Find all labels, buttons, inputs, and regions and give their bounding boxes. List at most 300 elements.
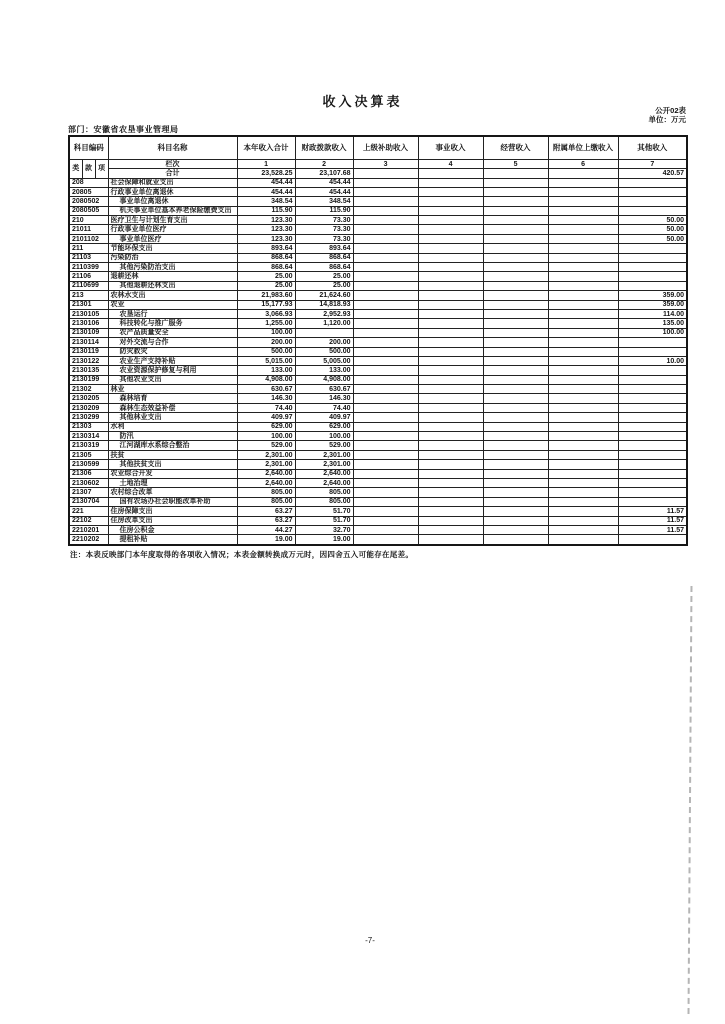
subject-code: 21103 bbox=[69, 253, 108, 262]
subject-name: 林业 bbox=[108, 385, 237, 394]
value-cell bbox=[548, 507, 618, 516]
value-cell bbox=[483, 488, 548, 497]
value-cell: 50.00 bbox=[618, 225, 687, 234]
value-cell bbox=[618, 479, 687, 488]
value-cell: 868.64 bbox=[237, 263, 295, 272]
value-cell bbox=[548, 281, 618, 290]
value-cell bbox=[483, 385, 548, 394]
value-cell bbox=[483, 300, 548, 309]
value-cell bbox=[353, 225, 418, 234]
value-cell bbox=[483, 347, 548, 356]
total-value-7: 420.57 bbox=[618, 169, 687, 179]
value-cell bbox=[548, 469, 618, 478]
value-cell: 100.00 bbox=[618, 328, 687, 337]
page-number: -7- bbox=[365, 936, 375, 945]
column-number-4: 4 bbox=[418, 160, 483, 169]
subject-name: 其他污染防治支出 bbox=[108, 263, 237, 272]
table-row bbox=[69, 291, 687, 300]
value-cell bbox=[548, 394, 618, 403]
value-cell bbox=[548, 206, 618, 215]
subject-code: 21305 bbox=[69, 450, 108, 459]
value-cell bbox=[418, 216, 483, 225]
subject-name: 住房公积金 bbox=[108, 525, 237, 534]
total-value-1: 23,528.25 bbox=[237, 169, 295, 179]
value-cell: 4,908.00 bbox=[295, 375, 353, 384]
table-row bbox=[69, 450, 687, 459]
value-cell bbox=[618, 403, 687, 412]
subject-name: 森林生态效益补偿 bbox=[108, 403, 237, 412]
public-table-code: 公开02表 bbox=[655, 106, 686, 115]
subject-code: 2130106 bbox=[69, 319, 108, 328]
subject-code: 2210202 bbox=[69, 535, 108, 545]
subject-name: 其他林业支出 bbox=[108, 413, 237, 422]
subject-code: 2080505 bbox=[69, 206, 108, 215]
value-cell bbox=[353, 234, 418, 243]
value-cell bbox=[353, 375, 418, 384]
value-cell: 359.00 bbox=[618, 300, 687, 309]
table-row bbox=[69, 281, 687, 290]
page-title: 收入决算表 bbox=[322, 94, 403, 109]
value-cell bbox=[418, 187, 483, 196]
value-cell: 115.90 bbox=[237, 206, 295, 215]
subject-code: 208 bbox=[69, 178, 108, 187]
subject-code: 2130119 bbox=[69, 347, 108, 356]
value-cell bbox=[353, 535, 418, 545]
value-cell: 25.00 bbox=[237, 272, 295, 281]
table-head bbox=[69, 136, 687, 178]
column-number-2: 2 bbox=[295, 160, 353, 169]
value-cell: 3,066.93 bbox=[237, 309, 295, 318]
value-cell: 11.57 bbox=[618, 516, 687, 525]
value-cell bbox=[418, 535, 483, 545]
value-cell bbox=[483, 216, 548, 225]
value-cell bbox=[418, 507, 483, 516]
value-cell bbox=[548, 422, 618, 431]
value-cell bbox=[548, 338, 618, 347]
value-cell bbox=[618, 197, 687, 206]
value-cell: 1,120.00 bbox=[295, 319, 353, 328]
value-cell bbox=[353, 206, 418, 215]
table-row bbox=[69, 375, 687, 384]
value-cell bbox=[618, 366, 687, 375]
value-cell bbox=[353, 525, 418, 534]
table-row bbox=[69, 441, 687, 450]
subject-name: 行政事业单位医疗 bbox=[108, 225, 237, 234]
value-cell bbox=[548, 450, 618, 459]
table-row bbox=[69, 328, 687, 337]
value-cell bbox=[418, 441, 483, 450]
table-row bbox=[69, 178, 687, 187]
value-cell bbox=[618, 497, 687, 506]
value-cell bbox=[353, 413, 418, 422]
value-cell bbox=[483, 328, 548, 337]
subject-code: 2130105 bbox=[69, 309, 108, 318]
value-cell: 146.30 bbox=[295, 394, 353, 403]
subject-name: 扶贫 bbox=[108, 450, 237, 459]
value-cell: 51.70 bbox=[295, 507, 353, 516]
value-cell: 2,952.93 bbox=[295, 309, 353, 318]
value-cell: 868.64 bbox=[295, 263, 353, 272]
value-cell: 11.57 bbox=[618, 525, 687, 534]
value-cell: 100.00 bbox=[237, 432, 295, 441]
subject-name: 退耕还林 bbox=[108, 272, 237, 281]
value-cell bbox=[483, 356, 548, 365]
value-cell bbox=[483, 281, 548, 290]
value-cell bbox=[353, 460, 418, 469]
subject-code: 2130599 bbox=[69, 460, 108, 469]
value-cell: 74.40 bbox=[237, 403, 295, 412]
value-cell: 454.44 bbox=[295, 187, 353, 196]
subject-code: 2130135 bbox=[69, 366, 108, 375]
col-header-subject-name: 科目名称 bbox=[108, 136, 237, 160]
value-cell bbox=[353, 497, 418, 506]
value-cell bbox=[483, 469, 548, 478]
scan-artifact-line bbox=[688, 586, 695, 1014]
value-cell: 114.00 bbox=[618, 309, 687, 318]
code-sub-header-3: 项 bbox=[95, 160, 108, 179]
value-cell: 200.00 bbox=[295, 338, 353, 347]
value-cell: 630.67 bbox=[295, 385, 353, 394]
value-cell bbox=[353, 394, 418, 403]
value-cell: 4,908.00 bbox=[237, 375, 295, 384]
value-cell bbox=[353, 338, 418, 347]
value-cell bbox=[418, 460, 483, 469]
table-row bbox=[69, 356, 687, 365]
value-cell bbox=[353, 403, 418, 412]
table-row bbox=[69, 244, 687, 253]
subject-code: 2080502 bbox=[69, 197, 108, 206]
value-cell bbox=[418, 253, 483, 262]
subject-name: 污染防治 bbox=[108, 253, 237, 262]
value-cell bbox=[418, 366, 483, 375]
value-cell bbox=[483, 535, 548, 545]
value-cell bbox=[353, 516, 418, 525]
col-header-value-3: 上级补助收入 bbox=[353, 136, 418, 160]
value-cell bbox=[418, 197, 483, 206]
value-cell bbox=[548, 441, 618, 450]
subject-code: 21301 bbox=[69, 300, 108, 309]
value-cell: 2,640.00 bbox=[295, 479, 353, 488]
value-cell bbox=[353, 244, 418, 253]
value-cell bbox=[483, 272, 548, 281]
value-cell bbox=[483, 403, 548, 412]
value-cell bbox=[418, 497, 483, 506]
table-row bbox=[69, 225, 687, 234]
value-cell: 629.00 bbox=[295, 422, 353, 431]
col-header-value-6: 附属单位上缴收入 bbox=[548, 136, 618, 160]
subject-code: 2130704 bbox=[69, 497, 108, 506]
value-cell: 133.00 bbox=[237, 366, 295, 375]
value-cell bbox=[483, 422, 548, 431]
table-row bbox=[69, 197, 687, 206]
subject-code: 21306 bbox=[69, 469, 108, 478]
value-cell bbox=[483, 450, 548, 459]
value-cell: 25.00 bbox=[237, 281, 295, 290]
value-cell: 454.44 bbox=[237, 178, 295, 187]
subject-name: 防汛 bbox=[108, 432, 237, 441]
subject-code: 20805 bbox=[69, 187, 108, 196]
subject-code: 2130122 bbox=[69, 356, 108, 365]
value-cell bbox=[418, 291, 483, 300]
value-cell bbox=[483, 319, 548, 328]
table-body bbox=[69, 178, 687, 545]
value-cell: 2,640.00 bbox=[237, 479, 295, 488]
value-cell bbox=[353, 422, 418, 431]
total-value-6 bbox=[548, 169, 618, 179]
value-cell bbox=[548, 178, 618, 187]
value-cell: 2,301.00 bbox=[295, 460, 353, 469]
table-row bbox=[69, 422, 687, 431]
value-cell bbox=[618, 281, 687, 290]
value-cell bbox=[353, 253, 418, 262]
col-header-value-5: 经营收入 bbox=[483, 136, 548, 160]
value-cell: 5,005.00 bbox=[295, 356, 353, 365]
value-cell: 529.00 bbox=[237, 441, 295, 450]
value-cell: 10.00 bbox=[618, 356, 687, 365]
value-cell: 2,301.00 bbox=[295, 450, 353, 459]
subject-code: 2130209 bbox=[69, 403, 108, 412]
value-cell bbox=[295, 328, 353, 337]
subject-code: 210 bbox=[69, 216, 108, 225]
value-cell bbox=[418, 394, 483, 403]
value-cell bbox=[618, 422, 687, 431]
value-cell bbox=[548, 385, 618, 394]
subject-code: 2130109 bbox=[69, 328, 108, 337]
subject-code: 21106 bbox=[69, 272, 108, 281]
subject-name: 农业资源保护修复与利用 bbox=[108, 366, 237, 375]
table-row bbox=[69, 187, 687, 196]
value-cell bbox=[418, 488, 483, 497]
value-cell bbox=[483, 225, 548, 234]
table-row bbox=[69, 300, 687, 309]
value-cell bbox=[548, 375, 618, 384]
value-cell bbox=[483, 253, 548, 262]
subject-code: 21302 bbox=[69, 385, 108, 394]
subject-code: 2130199 bbox=[69, 375, 108, 384]
subject-code: 21307 bbox=[69, 488, 108, 497]
subject-name: 其他扶贫支出 bbox=[108, 460, 237, 469]
value-cell: 893.64 bbox=[295, 244, 353, 253]
table-row bbox=[69, 535, 687, 545]
value-cell: 25.00 bbox=[295, 272, 353, 281]
subject-code: 2130114 bbox=[69, 338, 108, 347]
value-cell bbox=[618, 488, 687, 497]
value-cell: 100.00 bbox=[237, 328, 295, 337]
value-cell bbox=[418, 319, 483, 328]
value-cell bbox=[548, 187, 618, 196]
subject-name: 土地治理 bbox=[108, 479, 237, 488]
value-cell bbox=[548, 535, 618, 545]
total-label: 合计 bbox=[108, 169, 237, 179]
subject-name: 对外交流与合作 bbox=[108, 338, 237, 347]
col-header-value-7: 其他收入 bbox=[618, 136, 687, 160]
table-meta bbox=[68, 106, 686, 124]
value-cell bbox=[618, 469, 687, 478]
value-cell: 63.27 bbox=[237, 507, 295, 516]
table-row bbox=[69, 366, 687, 375]
table-row bbox=[69, 525, 687, 534]
value-cell bbox=[548, 291, 618, 300]
value-cell bbox=[418, 244, 483, 253]
subject-name: 事业单位离退休 bbox=[108, 197, 237, 206]
value-cell bbox=[483, 525, 548, 534]
value-cell bbox=[418, 479, 483, 488]
subject-name: 提租补贴 bbox=[108, 535, 237, 545]
value-cell bbox=[353, 216, 418, 225]
value-cell: 14,818.93 bbox=[295, 300, 353, 309]
income-statement-table bbox=[68, 135, 688, 546]
value-cell: 73.30 bbox=[295, 216, 353, 225]
value-cell bbox=[483, 197, 548, 206]
subject-name: 江河湖库水系综合整治 bbox=[108, 441, 237, 450]
value-cell bbox=[353, 441, 418, 450]
total-value-5 bbox=[483, 169, 548, 179]
value-cell bbox=[618, 375, 687, 384]
subject-name: 机关事业单位基本养老保险缴费支出 bbox=[108, 206, 237, 215]
value-cell bbox=[418, 450, 483, 459]
value-cell: 5,015.00 bbox=[237, 356, 295, 365]
value-cell bbox=[418, 178, 483, 187]
value-cell bbox=[483, 441, 548, 450]
value-cell bbox=[418, 516, 483, 525]
value-cell bbox=[418, 225, 483, 234]
value-cell: 123.30 bbox=[237, 216, 295, 225]
value-cell: 123.30 bbox=[237, 225, 295, 234]
value-cell bbox=[353, 385, 418, 394]
value-cell bbox=[418, 375, 483, 384]
total-value-4 bbox=[418, 169, 483, 179]
value-cell bbox=[548, 516, 618, 525]
subject-code: 2210201 bbox=[69, 525, 108, 534]
table-row bbox=[69, 469, 687, 478]
value-cell: 409.97 bbox=[237, 413, 295, 422]
subject-name: 农林水支出 bbox=[108, 291, 237, 300]
value-cell bbox=[483, 338, 548, 347]
value-cell bbox=[618, 460, 687, 469]
subject-name: 事业单位医疗 bbox=[108, 234, 237, 243]
header-row bbox=[69, 136, 687, 160]
value-cell: 629.00 bbox=[237, 422, 295, 431]
table-row bbox=[69, 385, 687, 394]
value-cell bbox=[618, 385, 687, 394]
value-cell: 51.70 bbox=[295, 516, 353, 525]
value-cell: 348.54 bbox=[237, 197, 295, 206]
value-cell bbox=[353, 187, 418, 196]
column-number-7: 7 bbox=[618, 160, 687, 169]
value-cell bbox=[418, 469, 483, 478]
table-row bbox=[69, 460, 687, 469]
value-cell bbox=[483, 432, 548, 441]
value-cell: 73.30 bbox=[295, 225, 353, 234]
value-cell: 1,255.00 bbox=[237, 319, 295, 328]
value-cell bbox=[548, 319, 618, 328]
value-cell bbox=[353, 319, 418, 328]
value-cell: 359.00 bbox=[618, 291, 687, 300]
table-row bbox=[69, 432, 687, 441]
value-cell: 63.27 bbox=[237, 516, 295, 525]
value-cell: 32.70 bbox=[295, 525, 353, 534]
subject-name: 农业 bbox=[108, 300, 237, 309]
value-cell bbox=[418, 525, 483, 534]
subject-code: 21011 bbox=[69, 225, 108, 234]
col-header-value-2: 财政拨款收入 bbox=[295, 136, 353, 160]
lanci-label: 栏次 bbox=[108, 160, 237, 169]
value-cell: 454.44 bbox=[295, 178, 353, 187]
value-cell: 2,301.00 bbox=[237, 460, 295, 469]
table-row bbox=[69, 272, 687, 281]
value-cell bbox=[353, 366, 418, 375]
value-cell bbox=[418, 403, 483, 412]
subject-code: 213 bbox=[69, 291, 108, 300]
subject-name: 住房保障支出 bbox=[108, 507, 237, 516]
value-cell bbox=[548, 479, 618, 488]
col-header-subject-code: 科目编码 bbox=[69, 136, 108, 160]
value-cell: 146.30 bbox=[237, 394, 295, 403]
value-cell bbox=[483, 497, 548, 506]
subject-code: 2130205 bbox=[69, 394, 108, 403]
subject-code: 2130314 bbox=[69, 432, 108, 441]
subject-name: 社会保障和就业支出 bbox=[108, 178, 237, 187]
value-cell bbox=[483, 244, 548, 253]
value-cell: 805.00 bbox=[237, 488, 295, 497]
value-cell bbox=[483, 309, 548, 318]
subject-code: 22102 bbox=[69, 516, 108, 525]
value-cell: 73.30 bbox=[295, 234, 353, 243]
value-cell bbox=[548, 300, 618, 309]
value-cell bbox=[483, 375, 548, 384]
value-cell bbox=[618, 263, 687, 272]
value-cell: 454.44 bbox=[237, 187, 295, 196]
table-row bbox=[69, 413, 687, 422]
value-cell bbox=[483, 413, 548, 422]
subject-name: 其他农业支出 bbox=[108, 375, 237, 384]
subject-code: 2130319 bbox=[69, 441, 108, 450]
value-cell: 100.00 bbox=[295, 432, 353, 441]
value-cell bbox=[418, 432, 483, 441]
value-cell bbox=[483, 507, 548, 516]
value-cell: 44.27 bbox=[237, 525, 295, 534]
value-cell bbox=[353, 507, 418, 516]
value-cell bbox=[618, 272, 687, 281]
code-sub-header-1: 类 bbox=[69, 160, 82, 179]
value-cell bbox=[618, 187, 687, 196]
subject-code: 221 bbox=[69, 507, 108, 516]
subject-name: 农村综合改革 bbox=[108, 488, 237, 497]
value-cell: 115.90 bbox=[295, 206, 353, 215]
column-number-6: 6 bbox=[548, 160, 618, 169]
value-cell: 868.64 bbox=[295, 253, 353, 262]
value-cell: 19.00 bbox=[237, 535, 295, 545]
value-cell bbox=[353, 281, 418, 290]
value-cell bbox=[418, 281, 483, 290]
value-cell bbox=[418, 347, 483, 356]
value-cell: 135.00 bbox=[618, 319, 687, 328]
table-row bbox=[69, 479, 687, 488]
value-cell: 2,640.00 bbox=[237, 469, 295, 478]
value-cell bbox=[483, 206, 548, 215]
value-cell bbox=[548, 356, 618, 365]
value-cell bbox=[548, 525, 618, 534]
value-cell bbox=[548, 216, 618, 225]
value-cell: 21,624.60 bbox=[295, 291, 353, 300]
value-cell: 805.00 bbox=[295, 488, 353, 497]
value-cell: 25.00 bbox=[295, 281, 353, 290]
value-cell bbox=[548, 403, 618, 412]
subject-name: 国有农场办社会职能改革补助 bbox=[108, 497, 237, 506]
subject-code: 211 bbox=[69, 244, 108, 253]
value-cell bbox=[548, 234, 618, 243]
total-value-3 bbox=[353, 169, 418, 179]
